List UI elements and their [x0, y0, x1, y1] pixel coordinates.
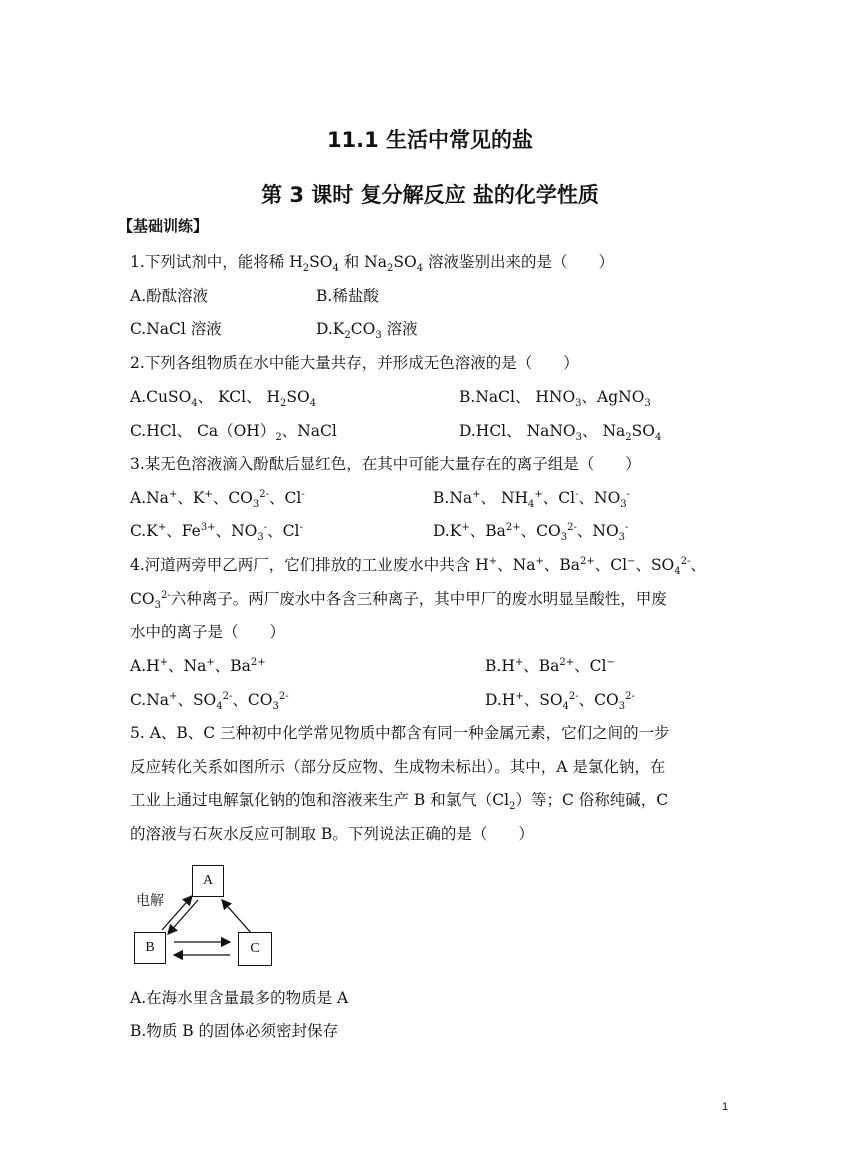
- electrolysis-label: 电解: [136, 893, 164, 909]
- question-4-option-d: D.H+、$SO_4^{2-}$、$CO_3^{2-}$: [485, 690, 635, 713]
- question-4-option-a: A.H+、Na+、$Ba^{2+}$: [130, 656, 266, 675]
- question-3-option-d: D.K+、$Ba^{2+}$、$CO_3^{2-}$、$NO_3^-$: [433, 521, 629, 544]
- reaction-diagram: [130, 862, 280, 972]
- question-4-stem-line-3: 水中的离子是（ ）: [130, 623, 286, 641]
- question-4-option-b: B.H+、$Ba^{2+}$、Cl−: [485, 656, 615, 675]
- question-3-option-b: B.Na+、 $NH_4^+$、Cl-、$NO_3^-$: [433, 488, 631, 511]
- question-2-option-b: B.NaCl、 $HNO_3$、AgNO$_3$: [459, 388, 651, 410]
- question-1-option-d: $D.K_2CO_3$ 溶液: [316, 320, 418, 342]
- arrow-b-to-a: [162, 896, 192, 930]
- question-1-option-c: C.NaCl 溶液: [130, 320, 222, 338]
- question-4-option-c: C.Na+、$SO_4^{2-}$、$CO_3^{2-}$: [130, 690, 289, 713]
- section-heading: 【基础训练】: [118, 217, 209, 235]
- question-3-stem: 3.某无色溶液滴入酚酞后显红色，在其中可能大量存在的离子组是（ ）: [130, 455, 641, 473]
- box-c: C: [238, 932, 272, 966]
- question-3-option-c: C.K+、$Fe^{3+}$、$NO_3^-$、Cl-: [130, 521, 303, 544]
- page-title: 11.1 生活中常见的盐: [326, 128, 534, 152]
- question-5-stem-line-4: 的溶液与石灰水反应可制取 B。下列说法正确的是（ ）: [130, 825, 534, 843]
- question-5-stem-line-1: 5. A、B、C 三种初中化学常见物质中都含有同一种金属元素，它们之间的一步: [130, 724, 670, 742]
- question-4-stem-line-2: $CO_3^{2-}$六种离子。两厂废水中各含三种离子，其中甲厂的废水明显呈酸性，甲废: [130, 589, 667, 612]
- question-5-option-b: B.物质 B 的固体必须密封保存: [130, 1022, 339, 1040]
- question-5-stem-line-3: 工业上通过电解氯化钠的饱和溶液来生产 B 和氯气$(Cl_2)$等；C 俗称纯碱，C: [130, 791, 669, 813]
- question-2-option-c: C.HCl、 $Ca(OH)_2$、NaCl: [130, 422, 337, 444]
- arrow-c-to-a: [222, 900, 252, 934]
- question-1-option-b: B.稀盐酸: [316, 287, 379, 305]
- box-b: B: [134, 932, 166, 964]
- question-5-stem-line-2: 反应转化关系如图所示（部分反应物、生成物未标出）。其中，A 是氯化钠，在: [130, 758, 666, 776]
- page-subtitle: 第 3 课时 复分解反应 盐的化学性质: [261, 183, 599, 207]
- question-2-option-a: A.CuSO$_4$、 KCl、 $H_2SO_4$: [130, 388, 317, 410]
- question-2-stem: 2.下列各组物质在水中能大量共存，并形成无色溶液的是（ ）: [130, 354, 579, 372]
- arrow-a-to-b: [168, 900, 198, 934]
- question-1-option-a: A.酚酞溶液: [130, 287, 209, 305]
- question-4-stem-line-1: 4.河道两旁甲乙两厂，它们排放的工业废水中共含 H+、Na+、$Ba^{2+}$、Cl−、$SO_4^{2-}$、: [130, 555, 706, 578]
- question-1-stem: 1.下列试剂中，能将稀 $H_2SO_4$ 和 $Na_2SO_4$ 溶液鉴别出来的是（ ）: [130, 253, 614, 275]
- box-a: A: [192, 865, 224, 897]
- question-3-option-a: A.Na+、K+、$CO_3^{2-}$、Cl-: [130, 488, 305, 511]
- question-5-option-a: A.在海水里含量最多的物质是 A: [130, 989, 349, 1007]
- page-number: 1: [722, 1101, 729, 1113]
- question-2-option-d: D.HCl、 NaNO$_3$、 $Na_2SO_4$: [459, 422, 662, 444]
